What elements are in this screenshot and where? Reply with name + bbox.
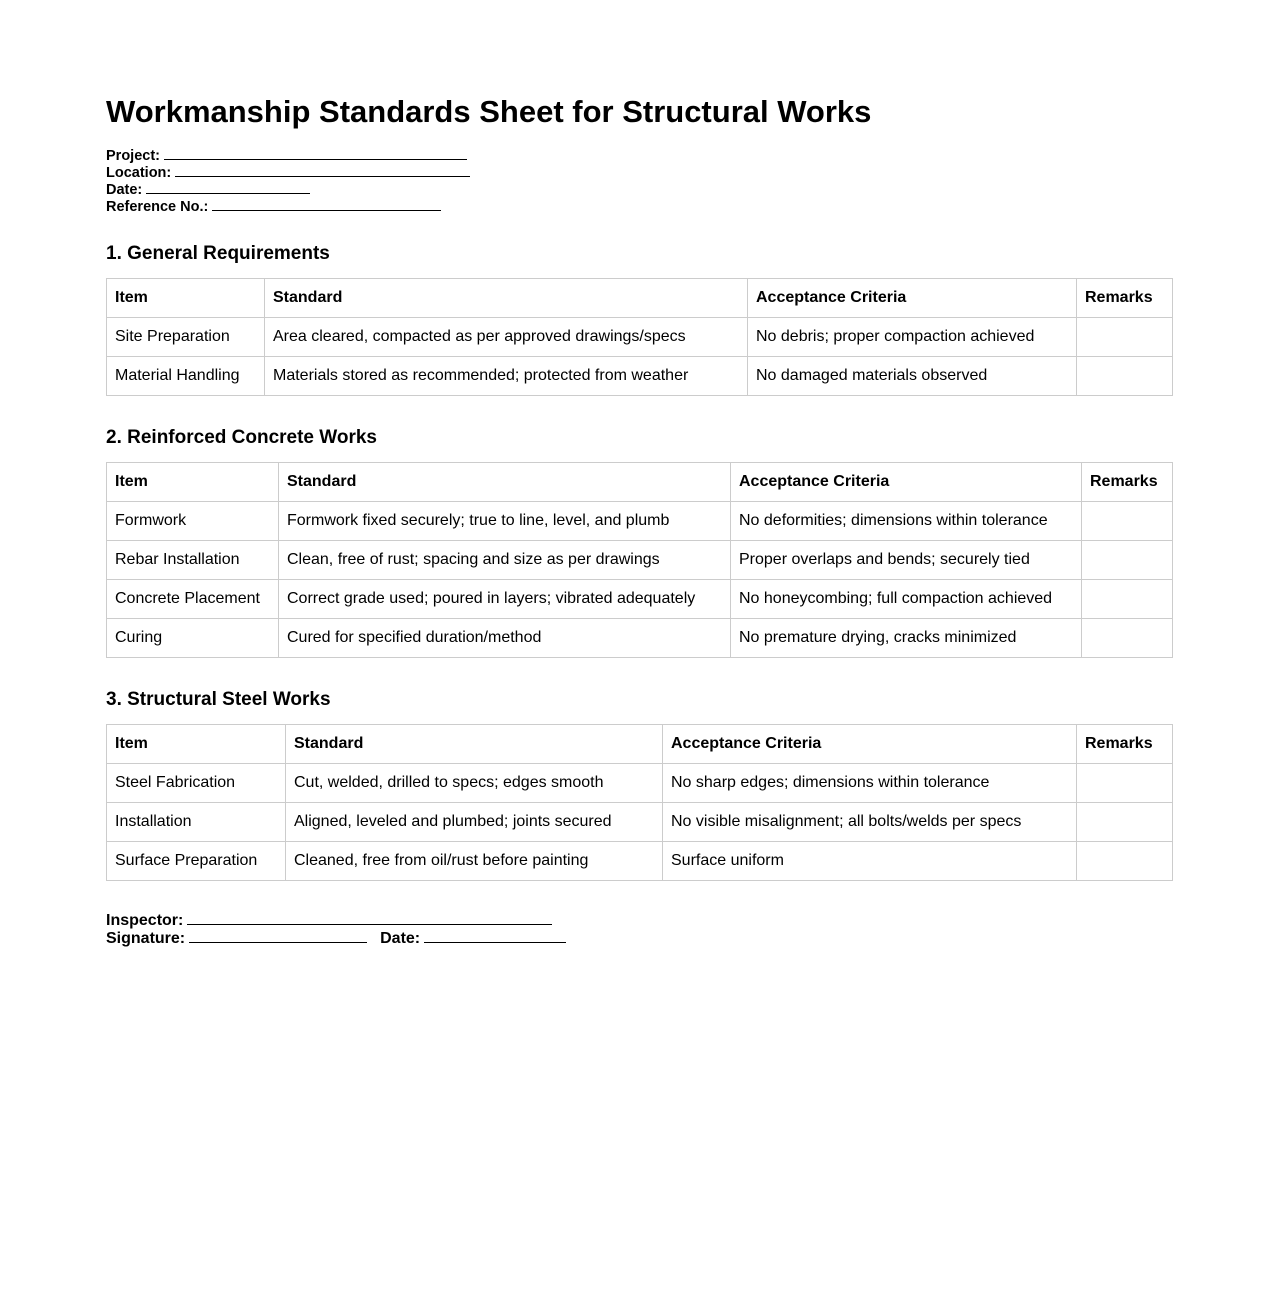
table-row — [107, 357, 1173, 396]
column-header-criteria: Acceptance Criteria — [663, 725, 1077, 764]
date-label: Date: — [106, 182, 143, 198]
project-input-line[interactable] — [164, 147, 467, 160]
cell-criteria: No premature drying, cracks minimized — [731, 619, 1082, 658]
signature-input-line[interactable] — [189, 930, 367, 943]
location-field — [106, 164, 470, 181]
column-header-item: Item — [107, 463, 279, 502]
column-header-item: Item — [107, 725, 286, 764]
section-heading-general: 1. General Requirements — [106, 243, 330, 264]
section-heading-steel: 3. Structural Steel Works — [106, 689, 331, 710]
cell-criteria: No damaged materials observed — [748, 357, 1077, 396]
cell-criteria: No visible misalignment; all bolts/welds per specs — [663, 803, 1077, 842]
cell-standard: Cut, welded, drilled to specs; edges smooth — [286, 764, 663, 803]
section-heading-concrete: 2. Reinforced Concrete Works — [106, 427, 378, 448]
table-header-row — [107, 463, 1173, 502]
structural-steel-table — [106, 724, 1173, 881]
cell-criteria: No sharp edges; dimensions within tolerance — [663, 764, 1077, 803]
table-header-row — [107, 725, 1173, 764]
location-input-line[interactable] — [175, 164, 470, 177]
table-row — [107, 580, 1173, 619]
column-header-standard: Standard — [265, 279, 748, 318]
column-header-standard: Standard — [286, 725, 663, 764]
cell-standard: Correct grade used; poured in layers; vibrated adequately — [279, 580, 731, 619]
cell-criteria: No deformities; dimensions within tolerance — [731, 502, 1082, 541]
cell-item: Surface Preparation — [107, 842, 286, 881]
signoff-date-label: Date: — [380, 930, 421, 947]
cell-standard: Formwork fixed securely; true to line, level, and plumb — [279, 502, 731, 541]
cell-item: Material Handling — [107, 357, 265, 396]
inspector-field — [106, 912, 566, 930]
cell-standard: Materials stored as recommended; protected from weather — [265, 357, 748, 396]
inspector-label: Inspector: — [106, 912, 184, 929]
project-label: Project: — [106, 148, 160, 164]
cell-item: Site Preparation — [107, 318, 265, 357]
cell-remarks[interactable] — [1077, 318, 1173, 357]
table-row — [107, 541, 1173, 580]
cell-remarks[interactable] — [1082, 502, 1173, 541]
table-header-row — [107, 279, 1173, 318]
cell-criteria: Proper overlaps and bends; securely tied — [731, 541, 1082, 580]
cell-item: Curing — [107, 619, 279, 658]
reference-label: Reference No.: — [106, 199, 209, 215]
table-row — [107, 803, 1173, 842]
cell-item: Steel Fabrication — [107, 764, 286, 803]
reference-input-line[interactable] — [212, 198, 441, 211]
header-fields — [106, 147, 470, 215]
column-header-remarks: Remarks — [1077, 279, 1173, 318]
table-row — [107, 619, 1173, 658]
cell-standard: Area cleared, compacted as per approved drawings/specs — [265, 318, 748, 357]
cell-item: Formwork — [107, 502, 279, 541]
reinforced-concrete-table — [106, 462, 1173, 658]
date-input-line[interactable] — [146, 181, 310, 194]
cell-criteria: No debris; proper compaction achieved — [748, 318, 1077, 357]
cell-standard: Aligned, leveled and plumbed; joints secured — [286, 803, 663, 842]
column-header-remarks: Remarks — [1077, 725, 1173, 764]
column-header-criteria: Acceptance Criteria — [731, 463, 1082, 502]
cell-item: Installation — [107, 803, 286, 842]
table-row — [107, 764, 1173, 803]
cell-remarks[interactable] — [1082, 541, 1173, 580]
cell-remarks[interactable] — [1082, 619, 1173, 658]
cell-item: Rebar Installation — [107, 541, 279, 580]
cell-remarks[interactable] — [1077, 803, 1173, 842]
sign-off-section — [106, 912, 566, 948]
signature-date-row — [106, 930, 566, 948]
cell-criteria: Surface uniform — [663, 842, 1077, 881]
column-header-item: Item — [107, 279, 265, 318]
signature-label: Signature: — [106, 930, 186, 947]
column-header-standard: Standard — [279, 463, 731, 502]
cell-standard: Cured for specified duration/method — [279, 619, 731, 658]
cell-item: Concrete Placement — [107, 580, 279, 619]
table-row — [107, 842, 1173, 881]
location-label: Location: — [106, 165, 172, 181]
cell-criteria: No honeycombing; full compaction achieved — [731, 580, 1082, 619]
cell-standard: Clean, free of rust; spacing and size as per drawings — [279, 541, 731, 580]
cell-remarks[interactable] — [1082, 580, 1173, 619]
page-title: Workmanship Standards Sheet for Structural Works — [106, 94, 872, 129]
cell-remarks[interactable] — [1077, 357, 1173, 396]
date-field — [106, 181, 470, 198]
general-requirements-table — [106, 278, 1173, 396]
inspector-input-line[interactable] — [187, 912, 552, 925]
signoff-date-input-line[interactable] — [424, 930, 566, 943]
table-row — [107, 502, 1173, 541]
project-field — [106, 147, 470, 164]
reference-field — [106, 198, 470, 215]
cell-remarks[interactable] — [1077, 764, 1173, 803]
column-header-remarks: Remarks — [1082, 463, 1173, 502]
cell-remarks[interactable] — [1077, 842, 1173, 881]
column-header-criteria: Acceptance Criteria — [748, 279, 1077, 318]
cell-standard: Cleaned, free from oil/rust before painting — [286, 842, 663, 881]
table-row — [107, 318, 1173, 357]
